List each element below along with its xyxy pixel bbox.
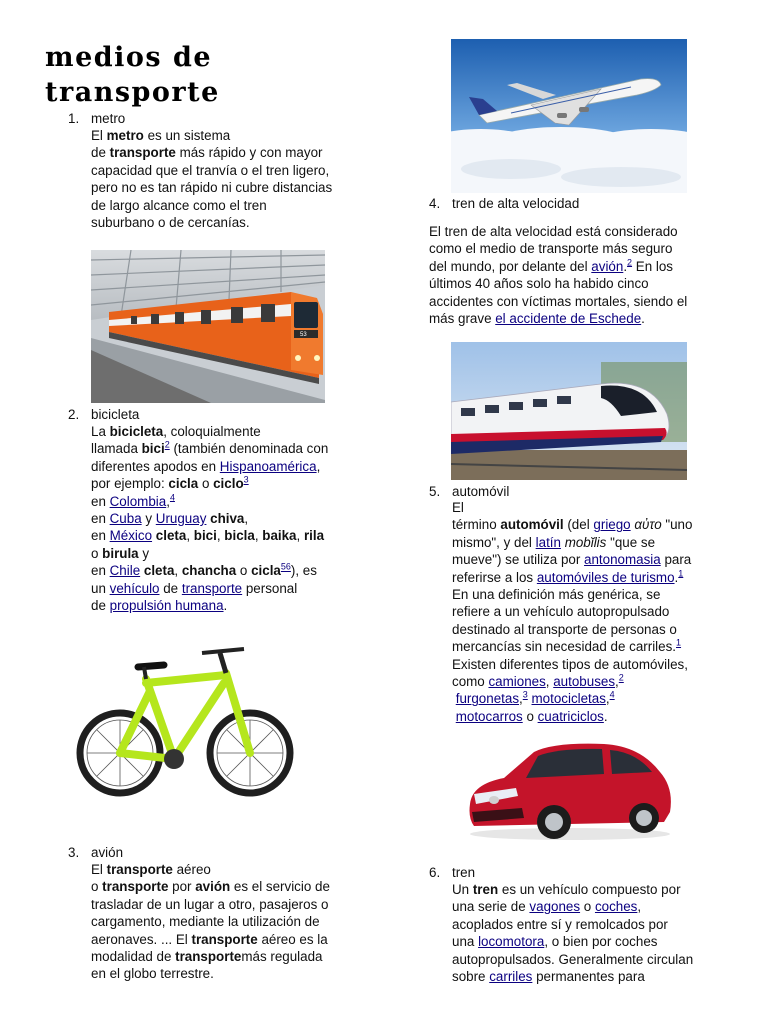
metro-train-image (91, 250, 325, 403)
wiki-link[interactable]: autobuses (553, 674, 616, 690)
bold-term: metro (106, 128, 144, 143)
wiki-link[interactable]: 2 (627, 257, 633, 268)
list-item-label: tren de alta velocidad (452, 196, 580, 211)
list-number: 2. (68, 407, 80, 422)
list-item-tren (429, 864, 749, 882)
wiki-link[interactable]: Chile (109, 563, 141, 579)
list-item-label: bicicleta (91, 407, 140, 422)
wiki-link[interactable]: Uruguay (155, 511, 207, 527)
wiki-link[interactable]: griego (593, 517, 631, 533)
wiki-link[interactable]: avión (591, 258, 624, 274)
bold-term: cicla (251, 563, 281, 579)
bold-term: birula (102, 545, 139, 561)
wiki-link[interactable]: 1 (676, 637, 682, 648)
bold-term: rila (303, 528, 325, 544)
wiki-link[interactable]: vehículo (109, 580, 160, 596)
wiki-link[interactable]: 56 (280, 561, 291, 572)
bold-term: bicla (224, 528, 255, 544)
list-item-label: tren (452, 865, 476, 880)
wiki-link[interactable]: transporte (181, 580, 243, 596)
wiki-link[interactable]: 3 (522, 690, 528, 700)
wiki-link[interactable]: Colombia (109, 493, 167, 509)
bold-term: avión (195, 879, 231, 895)
bold-term: cleta (143, 563, 175, 579)
tren-alta-velocidad-description: El tren de alta velocidad está considerado como el medio de transporte más seguro del mundo, por delante del avión.$^2$ En los últimos 40 años solo ha habido cinco accidentes con víctimas mortales, siendo el más grave el accidente de Eschede. (429, 224, 688, 327)
list-number: 3. (68, 845, 80, 860)
list-item-avion (68, 844, 388, 862)
airplane-image (451, 39, 687, 193)
wiki-link[interactable]: furgonetas (455, 691, 520, 707)
wiki-link[interactable]: Cuba (109, 511, 142, 527)
list-item-label: automóvil (452, 484, 510, 499)
list-item-tren-alta-velocidad (429, 195, 749, 213)
list-number: 6. (429, 865, 441, 880)
wiki-link[interactable]: México (109, 528, 153, 544)
wiki-link[interactable]: vagones (529, 899, 581, 915)
bicicleta-description: La bicicleta, coloquialmente llamada bici$^2$ (también denominada con diferentes apodos en Hispanoamérica, por ejemplo: cicla o ciclo$^3$ en Colombia,$^4$ en Cuba y Uruguay chiva, en México cleta, bici, bicla, baika, rila o birula y en Chile cleta, chancha o cicla$^{56}$), es un vehículo de transporte personal de propulsión humana. (91, 424, 329, 614)
bold-term: chiva (210, 511, 245, 527)
wiki-link[interactable]: coches (594, 899, 638, 915)
wiki-link[interactable]: 2 (164, 439, 170, 450)
wiki-link[interactable]: Hispanoamérica (219, 458, 317, 474)
wiki-link[interactable]: 1 (678, 568, 684, 579)
bold-term: transporte (175, 949, 242, 965)
bold-term: tren (472, 882, 499, 897)
metro-description: El metro es un sistema de transporte más rápido y con mayor capacidad que el tranvía o el tren ligero, pero no es tan rápido ni cubre distancias de largo alcance como el tren suburbano o de cercanías. (91, 128, 333, 231)
tren-description: Un tren es un vehículo compuesto por una serie de vagones o coches, acoplados entre sí y remolcados por una locomotora, o bien por coches autopropulsados. Generalmente circulan sobre carriles permanentes para (452, 882, 694, 985)
list-number: 5. (429, 484, 441, 499)
list-number: 1. (68, 111, 80, 126)
automovil-description: El término automóvil (del griego αὐτο "uno mismo", y del latín mobĭlis "que se mueve") se utiliza por antonomasia para referirse a los automóviles de turismo.$^1$ En una definición más genérica, se refiere a un vehículo autopropulsado destinado al transporte de personas o mercancías sin necesidad de carriles.$^1$ Existen diferentes tipos de automóviles, como camiones, autobuses,$^2$ furgonetas,$^3$ motocicletas,$^4$ motocarros o cuatriciclos. (452, 500, 693, 724)
car-image (464, 738, 676, 842)
bold-term: transporte (106, 862, 173, 877)
bold-term: transporte (102, 879, 169, 895)
wiki-link[interactable]: latín (535, 534, 561, 550)
bold-term: bici (193, 528, 217, 544)
bicycle-image (74, 643, 296, 813)
bold-term: transporte (191, 931, 258, 947)
list-item-metro (68, 110, 388, 128)
bold-term: ciclo (213, 476, 244, 492)
wiki-link[interactable]: 3 (243, 474, 249, 485)
wiki-link[interactable]: cuatriciclos (537, 708, 604, 724)
bold-term: baika (262, 528, 297, 544)
wiki-link[interactable]: motocicletas (531, 691, 606, 707)
bold-term: cleta (155, 528, 187, 544)
wiki-link[interactable]: 4 (169, 492, 175, 503)
list-item-bicicleta (68, 406, 388, 424)
wiki-link[interactable]: antonomasia (584, 552, 661, 568)
high-speed-train-image (451, 342, 687, 480)
wiki-link[interactable]: 2 (618, 672, 624, 683)
page-title: medios de transporte (45, 42, 220, 108)
bold-term: automóvil (500, 517, 564, 533)
wiki-link[interactable]: propulsión humana (109, 598, 224, 614)
bold-term: bicicleta (109, 424, 164, 439)
metro-sign-text: 53 (300, 332, 307, 338)
list-number: 4. (429, 196, 441, 211)
wiki-link[interactable]: 4 (609, 690, 615, 700)
bold-term: bici (141, 441, 165, 457)
list-item-label: avión (91, 845, 124, 860)
bold-term: chancha (181, 563, 237, 579)
wiki-link[interactable]: carriles (489, 969, 533, 985)
avion-description: El transporte aéreo o transporte por avión es el servicio de trasladar de un lugar a otro, pasajeros o cargamento, mediante la utilización de aeronaves. ... El transporte aéreo es la modalidad de transportemás regulada en el globo terrestre. (91, 862, 330, 982)
wiki-link[interactable]: el accidente de Eschede (495, 311, 642, 327)
wiki-link[interactable]: camiones (488, 674, 546, 690)
wiki-link[interactable]: automóviles de turismo (536, 569, 675, 585)
bold-term: transporte (109, 145, 176, 161)
wiki-link[interactable]: motocarros (455, 708, 523, 724)
wiki-link[interactable]: locomotora (478, 934, 545, 950)
list-item-label: metro (91, 111, 126, 126)
bold-term: cicla (168, 476, 199, 492)
